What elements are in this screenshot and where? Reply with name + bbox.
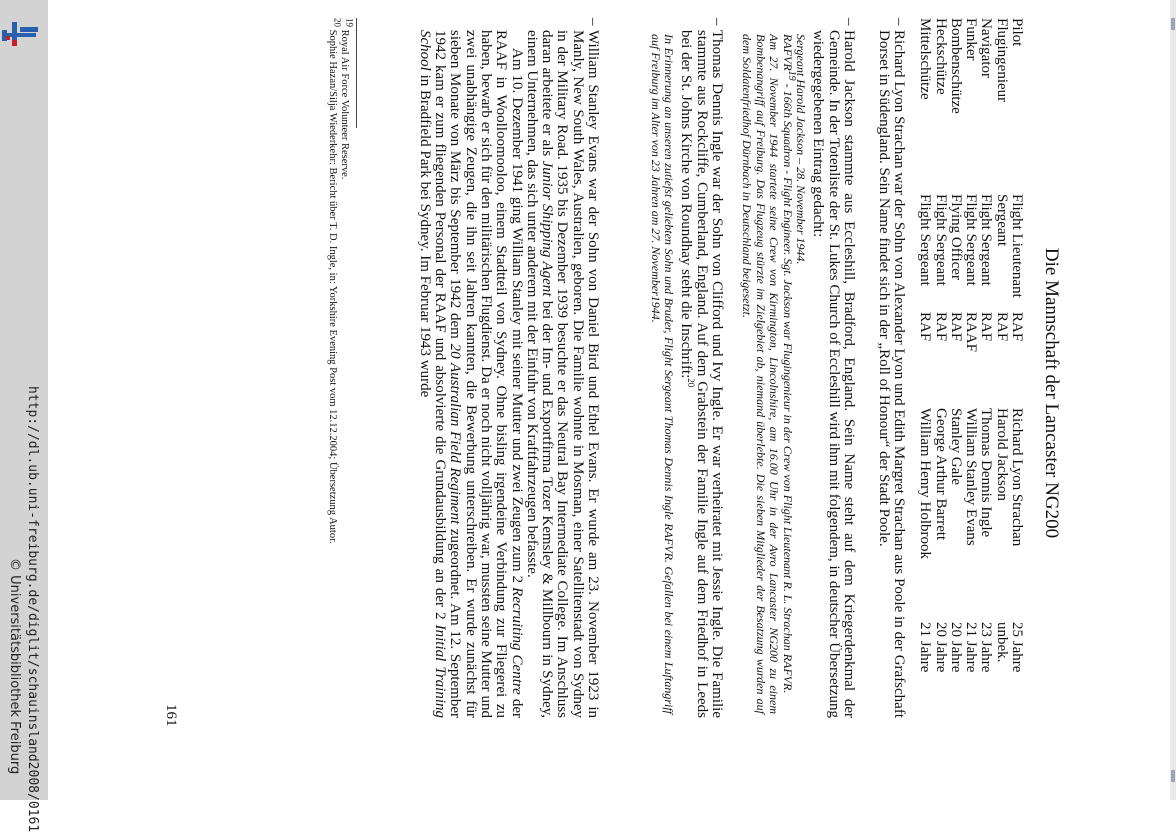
crew-row: [978, 18, 993, 718]
crew-force: RAAF: [963, 312, 980, 353]
footnote-divider: [356, 18, 357, 128]
crew-role: Pilot: [1009, 18, 1025, 47]
bio-text: Harold Jackson stammte aus Eccleshill, Bradford, England. Sein Name steht auf dem Kriegerdenkmal der Gemeinde. In der Totenliste der St. Lukes Church of Eccleshill wird ihm mit folgendem, in deutscher Übersetzung wiedergegebenen Eintrag gedacht:: [810, 30, 857, 718]
crew-rank: Flight Lieutenant: [1009, 194, 1025, 298]
viewer-copyright: © Universitätsbibliothek Freiburg: [7, 558, 22, 775]
crew-age: 21 Jahre: [917, 622, 934, 673]
crew-row: [948, 18, 963, 718]
footnotes: [327, 18, 355, 718]
crew-age: 21 Jahre: [963, 622, 980, 673]
crew-age: 20 Jahre: [947, 622, 964, 673]
bio-text: Thomas Dennis Ingle war der Sohn von Clifford und Ivy Ingle. Er war verheiratet mit Jessie Ingle. Die Familie stammte aus Rockcliffe, Cumberland, England. Auf dem Grabstein der Familie Ingle auf dem Friedhof in Leeds bei der St. Johns Kirche von Roundhay steht die Inschrift:$^{20}$: [678, 30, 725, 718]
bio-text: Richard Lyon Strachan war der Sohn von Alexander Lyon und Edith Margret Strachan aus Poole in der Grafschaft Dorset in Südengland. Sein Name findet sich in der „Roll of Honour“ der Stadt Poole.: [875, 30, 907, 718]
footnote-ref: 19: [785, 70, 797, 81]
crew-force: RAF: [932, 312, 949, 342]
crew-rank: Flight Sergeant: [917, 194, 934, 286]
bio-ingle: [645, 18, 724, 718]
crew-name: William Henry Holbrook: [917, 408, 934, 560]
crew-force: RAF: [993, 312, 1010, 342]
gravestone-quote: In Erinnerung an unseren zutiefst geliebten Sohn und Bruder, Flight Sergeant Thomas Dennis Ingle RAFVR. Gefallen bei einem Luftangriff auf Freiburg im Alter von 23 Jahren am 27. November1944.: [648, 34, 677, 714]
crew-role: Funker: [963, 18, 980, 61]
crew-role: Mittelschütze: [917, 18, 934, 100]
footnote: $^{20}$ Sophie Hazan/Silja Wiederkehr: Bericht über T. D. Ingle, in: Yorkshire Evening Post vom 12.12.2004; Übersetzung Autor.: [327, 18, 343, 544]
crew-role: Bombenschütze: [947, 18, 964, 114]
crew-force: RAF: [947, 312, 964, 342]
crew-name: Stanley Gale: [947, 408, 964, 486]
list-dash: –: [841, 18, 857, 26]
crew-age: 20 Jahre: [932, 622, 949, 673]
crew-force: RAF: [917, 312, 934, 342]
crew-name: William Stanley Evans: [963, 408, 980, 546]
footnote-ref: 20: [686, 378, 697, 388]
crew-age: 25 Jahre: [1009, 622, 1025, 673]
memorial-quote: Sergeant Harold Jackson – 28. November 1944. RAFVR$^{19}$ - 166th Squadron - Flight Engineer. Sgt. Jackson war Flugingenieur in der Crew von Flight Lieutenant R. L. Strachan RAFVR. Am 27. November 1944 startete seine Crew von Kirmington, Lincolnshire, am 16.00 Uhr in der Avro Lancaster NG200 zu einem Bombenangriff auf Freiburg. Das Flugzeug stürzte im Zielgebiet ab, niemand überlebte. Die sieben Mitglieder der Besatzung wurden auf dem Soldatenfriedhof Dürnbach in Deutschland beigesetzt.: [740, 34, 809, 714]
crew-row: [963, 18, 978, 718]
crew-rank: Sergeant: [993, 194, 1010, 247]
crew-name: Richard Lyon Strachan: [1009, 408, 1025, 547]
page-title: Die Mannschaft der Lancaster NG200: [1041, 247, 1062, 539]
crew-rank: Flight Sergeant: [978, 194, 995, 286]
crew-row: [1009, 18, 1024, 718]
crew-name: George Arthur Barrett: [932, 408, 949, 541]
crew-name: Harold Jackson: [993, 408, 1010, 501]
crew-role: Navigator: [978, 18, 995, 78]
bio-evans: [416, 18, 600, 718]
crew-rank: Flying Officer: [947, 194, 964, 280]
crew-row: [993, 18, 1008, 718]
scroll-marker-icon: [1171, 770, 1175, 782]
crew-force: RAF: [1009, 312, 1025, 342]
crew-role: Flugingenieur: [993, 18, 1010, 103]
list-dash: –: [709, 18, 725, 26]
crew-age: unbek.: [993, 622, 1010, 663]
right-edge-strip: [1170, 0, 1176, 800]
footnote: $^{19}$ Royal Air Force Volunteer Reserve.: [339, 18, 355, 180]
document-page: [163, 18, 1062, 768]
crew-rank: Flight Sergeant: [963, 194, 980, 286]
viewer-url[interactable]: http://dl.ub.uni-freiburg.de/diglit/schauinsland2008/0161: [25, 386, 40, 832]
crew-name: Thomas Dennis Ingle: [978, 408, 995, 538]
crew-role: Heckschütze: [932, 18, 949, 95]
crew-force: RAF: [978, 312, 995, 342]
crew-rank: Flight Sergeant: [932, 194, 949, 286]
bio-strachan: [875, 18, 906, 718]
viewer-url-area: [0, 0, 48, 832]
list-dash: –: [585, 18, 601, 26]
crew-table: [917, 18, 1024, 718]
crew-age: 23 Jahre: [978, 622, 995, 673]
viewer-sidebar: [0, 0, 48, 832]
bio-jackson: [737, 18, 856, 718]
bio-text: William Stanley Evans war der Sohn von Daniel Bird und Ethel Evans. Er wurde am 23. November 1923 in Manly, New South Wales, Australien, geboren. Die Familie wohnte in Mosman, einer Satellitenstadt von Sydney in der Military Road. 1935 bis Dezember 1939 besuchte er das Neutral Bay Intermediate College. Im Anschluss daran arbeitete er als Junior Shipping Agent bei der Im- und Exportfirma Tozer Kemsley & Millbourn in Sydney, einem Unternehmen, das sich unter anderem mit der Einfuhr von Kraftfahrzeugen befasste. Am 10. Dezember 1941 ging William Stanley mit seiner Mutter und zwei Zeugen zum 2 Recruiting Centre der RAAF in Woolloomooloo, einem Stadtteil von Sydney. Ohne bisling irgendeine Verbindung zur Fliegerei zu haben, bewarb er sich für den militärischen Flugdienst. Da er noch nicht volljährig war, mussten seine Mutter und zwei unabhängige Zeugen, die ihn seit Jahren kannten, die Bewerbung unterschreiben. Er wurde zunächst für sieben Monate von März bis September 1942 dem 20 Australian Field Regiment zugeordnet. Am 12. September 1942 kam er zum fliegenden Personal der RAAF und absolvierte die Grundausbildung an der 2 Initial Training School in Bradfield Park bei Sydney. Im Februar 1943 wurde: [416, 30, 601, 719]
list-dash: –: [891, 18, 907, 26]
scroll-marker-icon: [1171, 18, 1175, 30]
page-number: 161: [163, 704, 179, 727]
crew-row: [917, 18, 932, 718]
crew-row: [932, 18, 947, 718]
